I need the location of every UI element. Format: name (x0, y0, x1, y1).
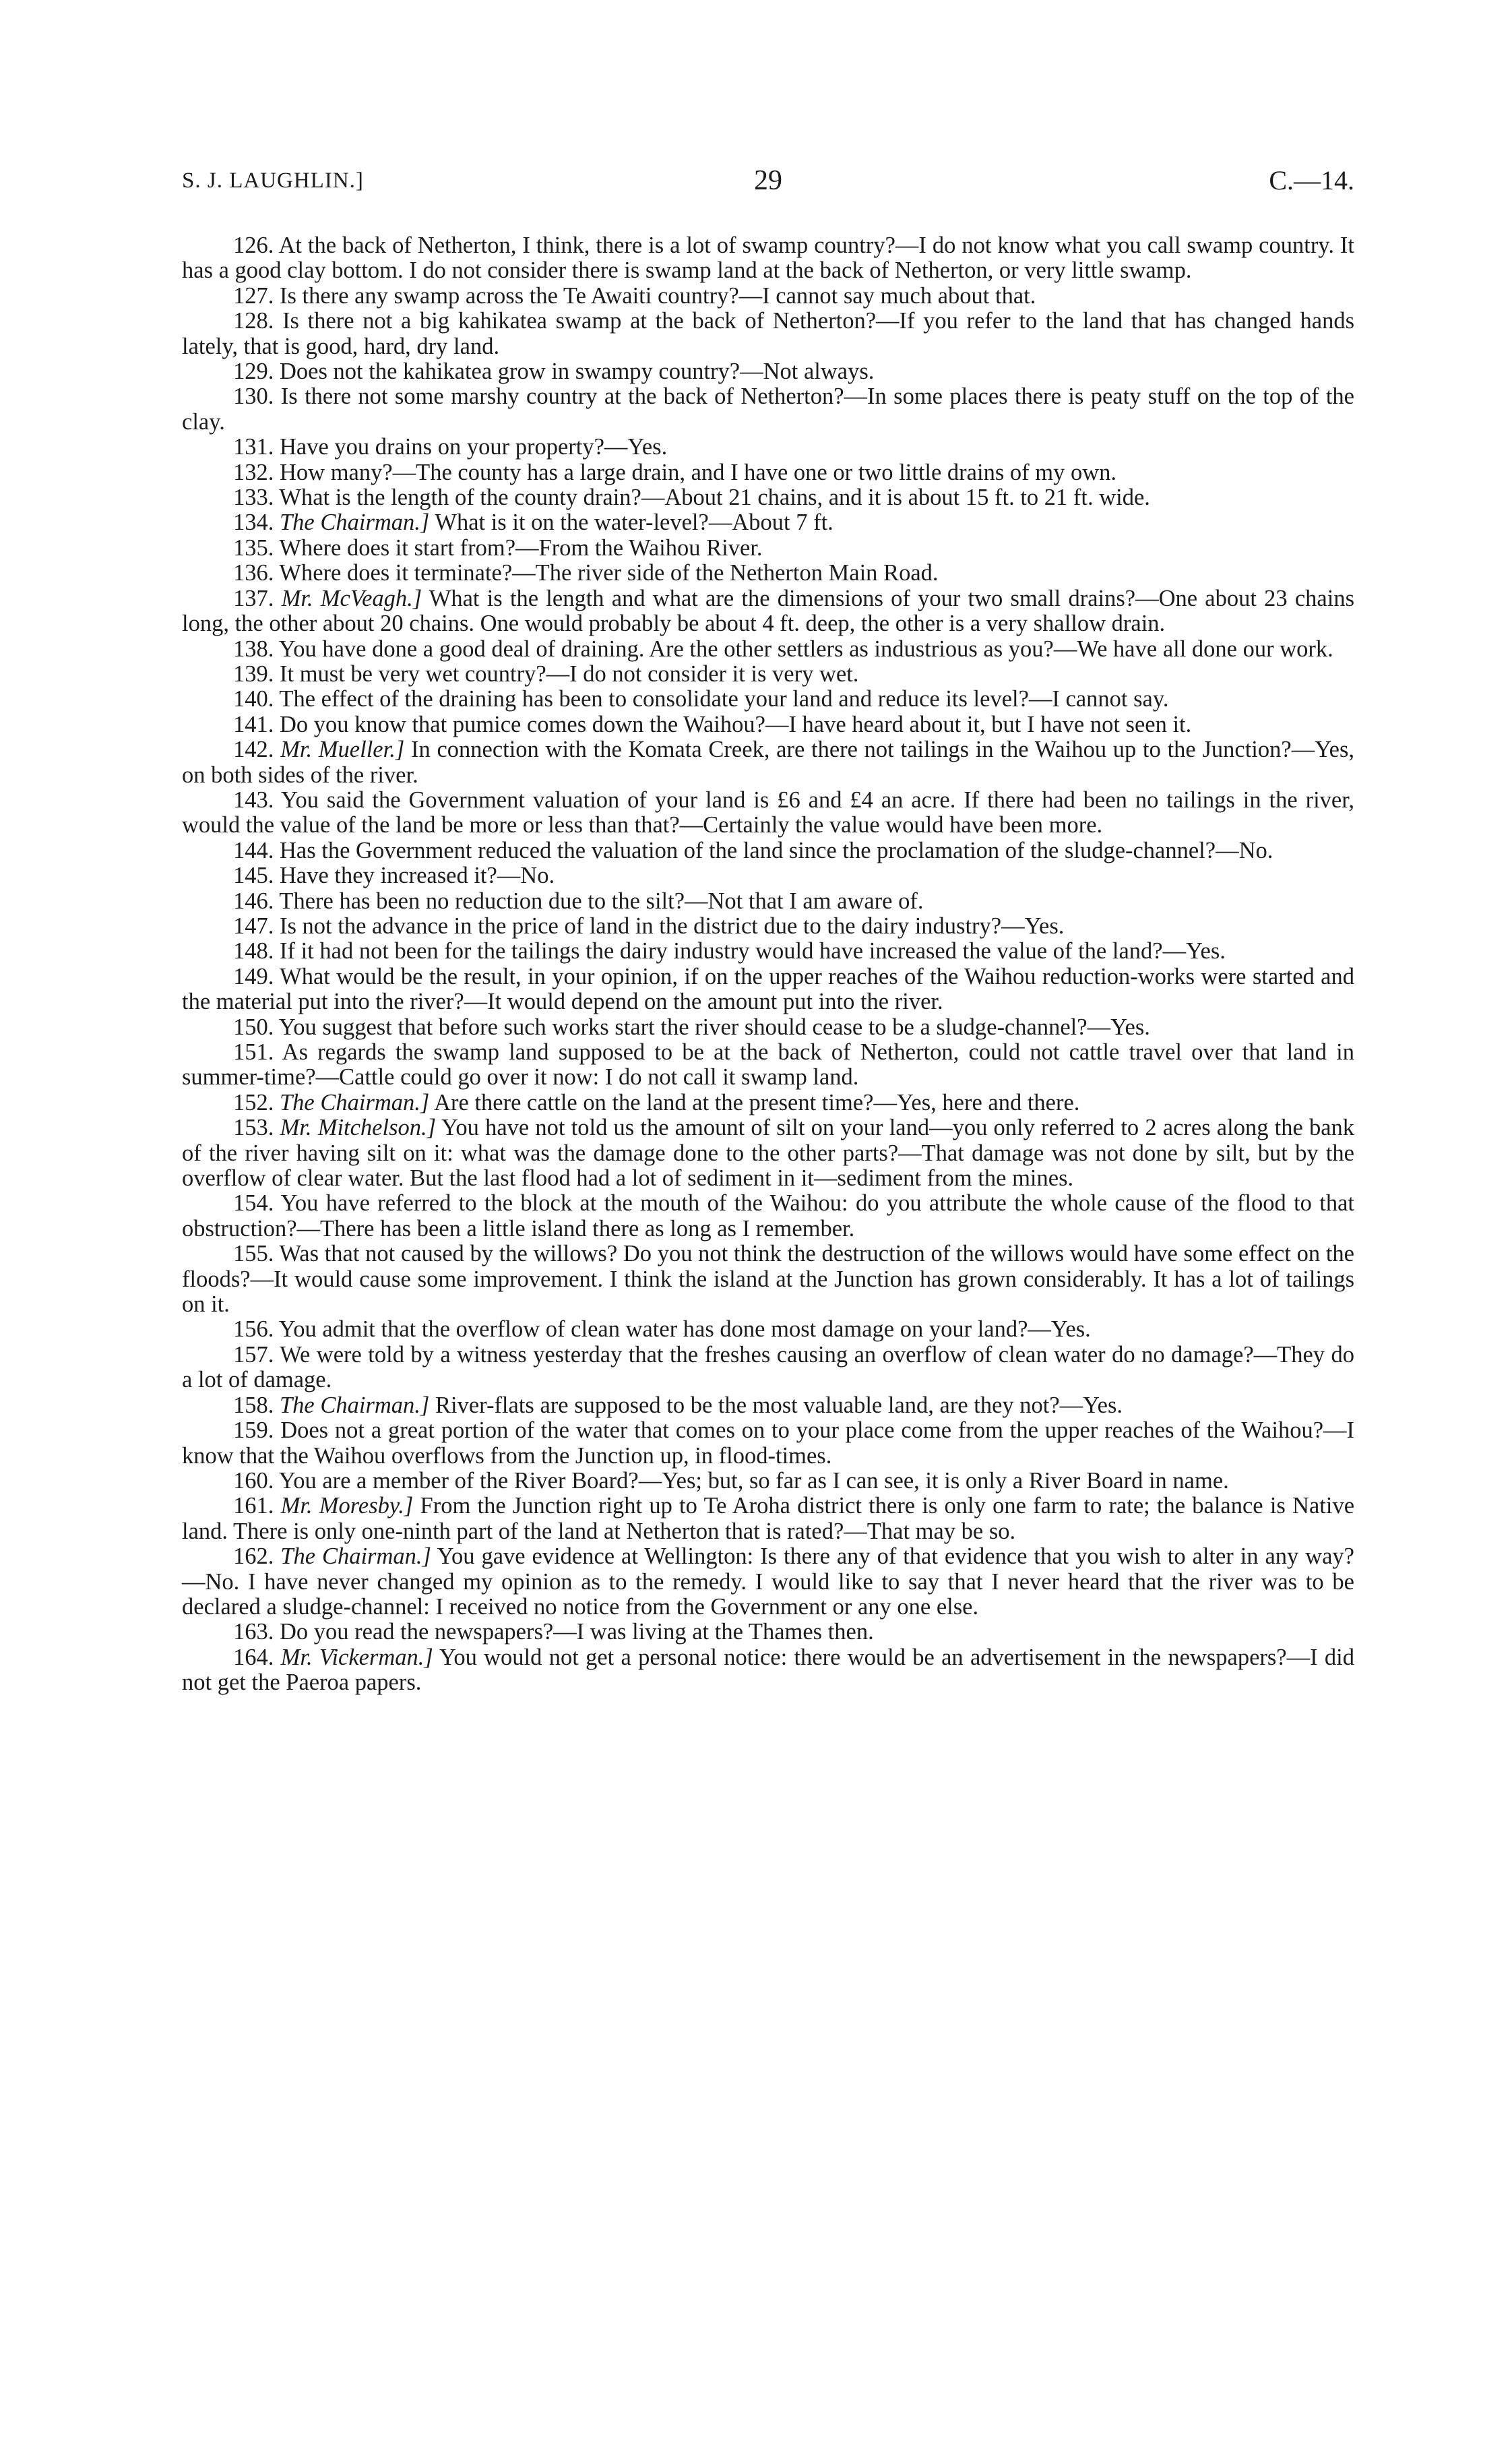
question-answer-text: What is the length of the county drain?—About 21 chains, and it is about 15 ft. to 21 ft. wide. (279, 485, 1150, 511)
question-answer-paragraph (182, 1015, 1354, 1040)
question-answer-paragraph (182, 233, 1354, 284)
question-number: 127. (233, 282, 274, 309)
question-number: 145. (233, 863, 274, 889)
question-number: 129. (233, 359, 274, 385)
witness-name: S. J. LAUGHLIN.] (182, 168, 364, 193)
question-answer-paragraph (182, 1418, 1354, 1469)
question-number: 149. (233, 963, 274, 989)
examiner-name: The Chairman.] (280, 510, 430, 536)
examiner-name: Mr. Mueller.] (280, 737, 405, 763)
question-answer-paragraph (182, 1393, 1354, 1418)
question-answer-paragraph (182, 359, 1354, 384)
examiner-name: Mr. McVeagh.] (281, 585, 422, 611)
question-number: 154. (233, 1190, 274, 1217)
question-answer-text: Has the Government reduced the valuation of the land since the proclamation of the sludge-channel?—No. (280, 837, 1273, 863)
question-answer-text: River-flats are supposed to be the most valuable land, are they not?—Yes. (435, 1392, 1123, 1418)
question-answer-paragraph (182, 1115, 1354, 1191)
question-answer-text: From the Junction right up to Te Aroha district there is only one farm to rate; the balance is Native land. There is only one-ninth part of the land at Netherton that is rated?—That may be so. (182, 1493, 1355, 1544)
question-answer-paragraph (182, 788, 1354, 838)
question-answer-paragraph (182, 1242, 1354, 1317)
question-answer-paragraph (182, 435, 1354, 460)
question-answer-paragraph (182, 1343, 1354, 1393)
examiner-name: The Chairman.] (280, 1543, 431, 1570)
question-answer-paragraph (182, 662, 1354, 687)
question-number: 156. (233, 1316, 274, 1343)
question-number: 147. (233, 913, 274, 939)
question-answer-text: Where does it terminate?—The river side of the Netherton Main Road. (279, 560, 939, 586)
question-number: 158. (233, 1392, 274, 1418)
question-answer-paragraph (182, 485, 1354, 510)
question-answer-paragraph (182, 737, 1354, 788)
question-answer-paragraph (182, 1191, 1354, 1242)
page-number: 29 (754, 165, 782, 196)
question-number: 141. (233, 711, 274, 737)
question-number: 146. (233, 888, 274, 914)
question-answer-text: Is there any swamp across the Te Awaiti country?—I cannot say much about that. (280, 282, 1036, 309)
question-answer-text: Are there cattle on the land at the present time?—Yes, here and there. (434, 1089, 1080, 1115)
examiner-name: The Chairman.] (280, 1392, 430, 1418)
examiner-name: Mr. Mitchelson.] (280, 1115, 437, 1141)
question-number: 163. (233, 1619, 274, 1645)
question-answer-paragraph (182, 1091, 1354, 1115)
examiner-name: The Chairman.] (280, 1089, 430, 1115)
examiner-name: Mr. Moresby.] (280, 1493, 414, 1519)
question-number: 133. (233, 485, 274, 511)
question-number: 131. (233, 434, 274, 460)
question-number: 144. (233, 837, 274, 863)
question-number: 157. (233, 1341, 274, 1368)
question-answer-paragraph (182, 1040, 1354, 1091)
question-number: 151. (233, 1039, 274, 1065)
question-number: 162. (233, 1543, 274, 1570)
question-answer-paragraph (182, 1494, 1354, 1544)
question-answer-text: What is it on the water-level?—About 7 ft. (435, 510, 833, 536)
question-number: 159. (233, 1417, 274, 1444)
question-number: 126. (233, 233, 274, 258)
question-answer-text: Is there not a big kahikatea swamp at the back of Netherton?—If you refer to the land that has changed hands lately, that is good, hard, dry land. (182, 308, 1355, 359)
question-number: 155. (233, 1241, 274, 1267)
question-answer-paragraph (182, 1620, 1354, 1645)
question-answer-paragraph (182, 964, 1354, 1015)
question-number: 148. (233, 938, 274, 964)
testimony-body (182, 233, 1354, 1696)
question-answer-paragraph (182, 284, 1354, 309)
question-answer-text: We were told by a witness yesterday that the freshes causing an overflow of clean water do no damage?—They do a lot of damage. (182, 1341, 1354, 1393)
document-reference: C.—14. (1269, 165, 1354, 195)
question-answer-text: In connection with the Komata Creek, are there not tailings in the Waihou up to the Junction?—Yes, on both sides of the river. (182, 737, 1355, 788)
question-answer-text: Was that not caused by the willows? Do you not think the destruction of the willows would have some effect on the floods?—It would cause some improvement. I think the island at the Junction has grown considerably. It has a lot of tailings on it. (182, 1241, 1354, 1318)
question-number: 150. (233, 1014, 274, 1040)
question-number: 142. (233, 737, 274, 763)
question-number: 135. (233, 534, 274, 561)
question-answer-text: You suggest that before such works start the river should cease to be a sludge-channel?—Yes. (278, 1014, 1150, 1040)
question-answer-paragraph (182, 586, 1354, 637)
question-number: 164. (233, 1644, 274, 1670)
question-number: 161. (233, 1493, 274, 1519)
question-answer-text: You have referred to the block at the mouth of the Waihou: do you attribute the whole cause of the flood to that obstruction?—There has been a little island there as long as I remember. (182, 1190, 1354, 1242)
question-answer-text: You would not get a personal notice: there would be an advertisement in the newspapers?—I did not get the Paeroa papers. (182, 1644, 1354, 1696)
question-answer-paragraph (182, 863, 1354, 888)
question-answer-text: You gave evidence at Wellington: Is there any of that evidence that you wish to alter in any way?—No. I have never changed my opinion as to the remedy. I would like to say that I never heard that the river was to be declared a sludge-channel: I received no notice from the Government or any one else. (182, 1543, 1354, 1620)
question-answer-text: You said the Government valuation of your land is £6 and £4 an acre. If there had been no tailings in the river, would the value of the land be more or less than that?—Certainly the value would have been more. (182, 787, 1354, 838)
page-header (182, 160, 1354, 201)
question-answer-paragraph (182, 637, 1354, 662)
question-answer-paragraph (182, 1544, 1354, 1620)
question-answer-text: Do you read the newspapers?—I was living at the Thames then. (280, 1619, 874, 1645)
question-answer-text: Does not the kahikatea grow in swampy country?—Not always. (280, 359, 875, 385)
question-answer-paragraph (182, 889, 1354, 914)
examiner-name: Mr. Vickerman.] (280, 1644, 433, 1670)
question-number: 136. (233, 560, 274, 586)
question-answer-text: You admit that the overflow of clean water has done most damage on your land?—Yes. (278, 1316, 1091, 1343)
document-page (182, 160, 1354, 1696)
question-answer-text: At the back of Netherton, I think, there is a lot of swamp country?—I do not know what you call swamp country. It has a good clay bottom. I do not consider there is swamp land at the back of Netherton, or very little swamp. (182, 233, 1354, 284)
question-answer-paragraph (182, 914, 1354, 939)
question-number: 140. (233, 686, 274, 712)
question-answer-text: As regards the swamp land supposed to be at the back of Netherton, could not cattle travel over that land in summer-time?—Cattle could go over it now: I do not call it swamp land. (182, 1039, 1354, 1091)
question-number: 130. (233, 384, 274, 410)
question-answer-text: The effect of the draining has been to consolidate your land and reduce its level?—I cannot say. (279, 686, 1169, 712)
question-answer-paragraph (182, 536, 1354, 561)
question-answer-paragraph (182, 510, 1354, 535)
question-answer-text: What is the length and what are the dimensions of your two small drains?—One about 23 chains long, the other about 20 chains. One would probably be about 4 ft. deep, the other is a very shallow drain. (182, 585, 1354, 637)
question-answer-paragraph (182, 1469, 1354, 1494)
question-answer-paragraph (182, 687, 1354, 712)
question-answer-text: You have done a good deal of draining. Are the other settlers as industrious as you?—We have all done our work. (278, 636, 1333, 662)
question-answer-paragraph (182, 1645, 1354, 1696)
question-answer-text: Is there not some marshy country at the back of Netherton?—In some places there is peaty stuff on the top of the clay. (182, 384, 1354, 435)
question-answer-paragraph (182, 384, 1354, 435)
question-answer-paragraph (182, 309, 1354, 359)
question-answer-text: Is not the advance in the price of land in the district due to the dairy industry?—Yes. (280, 913, 1065, 939)
question-answer-text: You are a member of the River Board?—Yes; but, so far as I can see, it is only a River Board in name. (278, 1467, 1229, 1494)
question-answer-text: Have you drains on your property?—Yes. (280, 434, 668, 460)
question-answer-paragraph (182, 712, 1354, 737)
question-answer-text: Do you know that pumice comes down the Waihou?—I have heard about it, but I have not seen it. (280, 711, 1192, 737)
question-answer-text: What would be the result, in your opinion, if on the upper reaches of the Waihou reduction-works were started and the material put into the river?—It would depend on the amount put into the river. (182, 963, 1354, 1015)
question-number: 134. (233, 510, 274, 536)
question-answer-paragraph (182, 939, 1354, 964)
question-number: 138. (233, 636, 274, 662)
question-number: 153. (233, 1115, 274, 1141)
question-answer-paragraph (182, 838, 1354, 863)
question-number: 143. (233, 787, 274, 813)
question-answer-text: How many?—The county has a large drain, and I have one or two little drains of my own. (280, 459, 1116, 485)
question-answer-text: Where does it start from?—From the Waihou River. (279, 534, 763, 561)
question-answer-text: It must be very wet country?—I do not consider it is very wet. (280, 661, 859, 687)
question-number: 128. (233, 308, 274, 334)
question-number: 139. (233, 661, 274, 687)
question-answer-text: Does not a great portion of the water that comes on to your place come from the upper reaches of the Waihou?—I know that the Waihou overflows from the Junction up, in flood-times. (182, 1417, 1355, 1469)
question-answer-text: If it had not been for the tailings the dairy industry would have increased the value of the land?—Yes. (280, 938, 1226, 964)
question-answer-text: Have they increased it?—No. (280, 863, 555, 889)
question-number: 132. (233, 459, 274, 485)
question-answer-text: There has been no reduction due to the silt?—Not that I am aware of. (279, 888, 924, 914)
question-answer-paragraph (182, 561, 1354, 586)
question-answer-paragraph (182, 460, 1354, 485)
question-number: 160. (233, 1467, 274, 1494)
question-answer-text: You have not told us the amount of silt on your land—you only referred to 2 acres along the bank of the river having silt on it: what was the damage done to the other parts?—That damage was not done by silt, but by the overflow of clear water. But the last flood had a lot of sediment in it—sediment from the mines. (182, 1115, 1355, 1192)
question-answer-paragraph (182, 1317, 1354, 1342)
question-number: 152. (233, 1089, 274, 1115)
question-number: 137. (233, 585, 274, 611)
